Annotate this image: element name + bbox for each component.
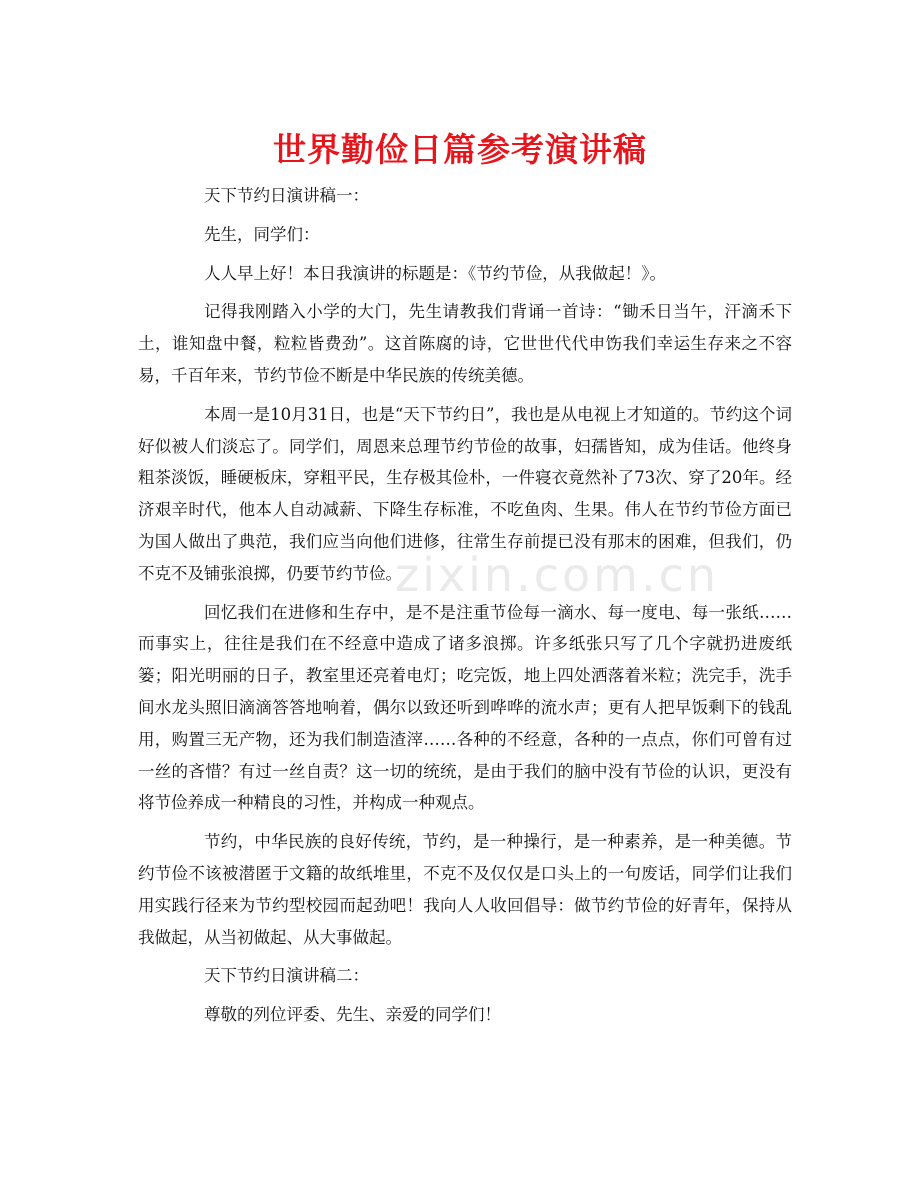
document-body — [138, 180, 792, 1038]
paragraph-waste: 回忆我们在进修和生存中，是不是注重节俭每一滴水、每一度电、每一张纸……而事实上，往往是我们在不经意中造成了诸多浪掷。许多纸张只写了几个字就扔进废纸篓；阳光明丽的日子，教室里还亮着电灯；吃完饭，地上四处洒落着米粒；洗完手，洗手间水龙头照旧滴滴答答地响着，偶尔以致还听到哗哗的流水声；更有人把早饭剩下的钱乱用，购置三无产物，还为我们制造渣滓……各种的不经意，各种的一点点，你们可曾有过一丝的吝惜？有过一丝自责？这一切的统统，是由于我们的脑中没有节俭的认识，更没有将节俭养成一种精良的习性，并构成一种观点。 — [138, 602, 792, 813]
paragraph-speech-one-heading: 天下节约日演讲稿一： — [204, 186, 369, 205]
paragraph-salutation: 先生，同学们： — [204, 224, 320, 244]
paragraph-poem: 记得我刚踏入小学的大门，先生请教我们背诵一首诗：“锄禾日当午，汗滴禾下土，谁知盘中餐，粒粒皆费劲”。这首陈腐的诗，它世世代代申饬我们幸运生存来之不容易，千百年来，节约节俭不断是中华民族的传统美德。 — [138, 302, 792, 385]
paragraph-call-to-action: 节约，中华民族的良好传统，节约，是一种操行，是一种素养，是一种美德。节约节俭不该被潜匿于文籍的故纸堆里，不克不及仅仅是口头上的一句废话，同学们让我们用实践行径来为节约型校园而起劲吧！我向人人收回倡导：做节约节俭的好青年，保持从我做起，从当初做起、从大事做起。 — [138, 832, 792, 947]
paragraph-salutation-two: 尊敬的列位评委、先生、亲爱的同学们！ — [204, 1005, 501, 1025]
paragraph-greeting: 人人早上好！本日我演讲的标题是：《节约节俭，从我做起！》。 — [204, 263, 666, 283]
watermark: zixin.com.cn — [395, 548, 720, 602]
paragraph-speech-two-heading: 天下节约日演讲稿二： — [204, 966, 369, 986]
paragraph-zhou-enlai: 本周一是10月31日，也是“天下节约日”，我也是从电视上才知道的。节约这个词好似被人们淡忘了。同学们，周恩来总理节约节俭的故事，妇孺皆知，成为佳话。他终身粗茶淡饭，睡硬板床，穿粗平民，生存极其俭朴，一件寝衣竟然补了73次、穿了20年。经济艰辛时代，他本人自动减薪、下降生存标准，不吃鱼肉、生果。伟人在节约节俭方面已为国人做出了典范，我们应当向他们进修，往常生存前提已没有那末的困难，但我们，仍不克不及铺张浪掷，仍要节约节俭。 — [138, 404, 792, 583]
document-title: 世界勤俭日篇参考演讲稿 — [273, 130, 647, 169]
